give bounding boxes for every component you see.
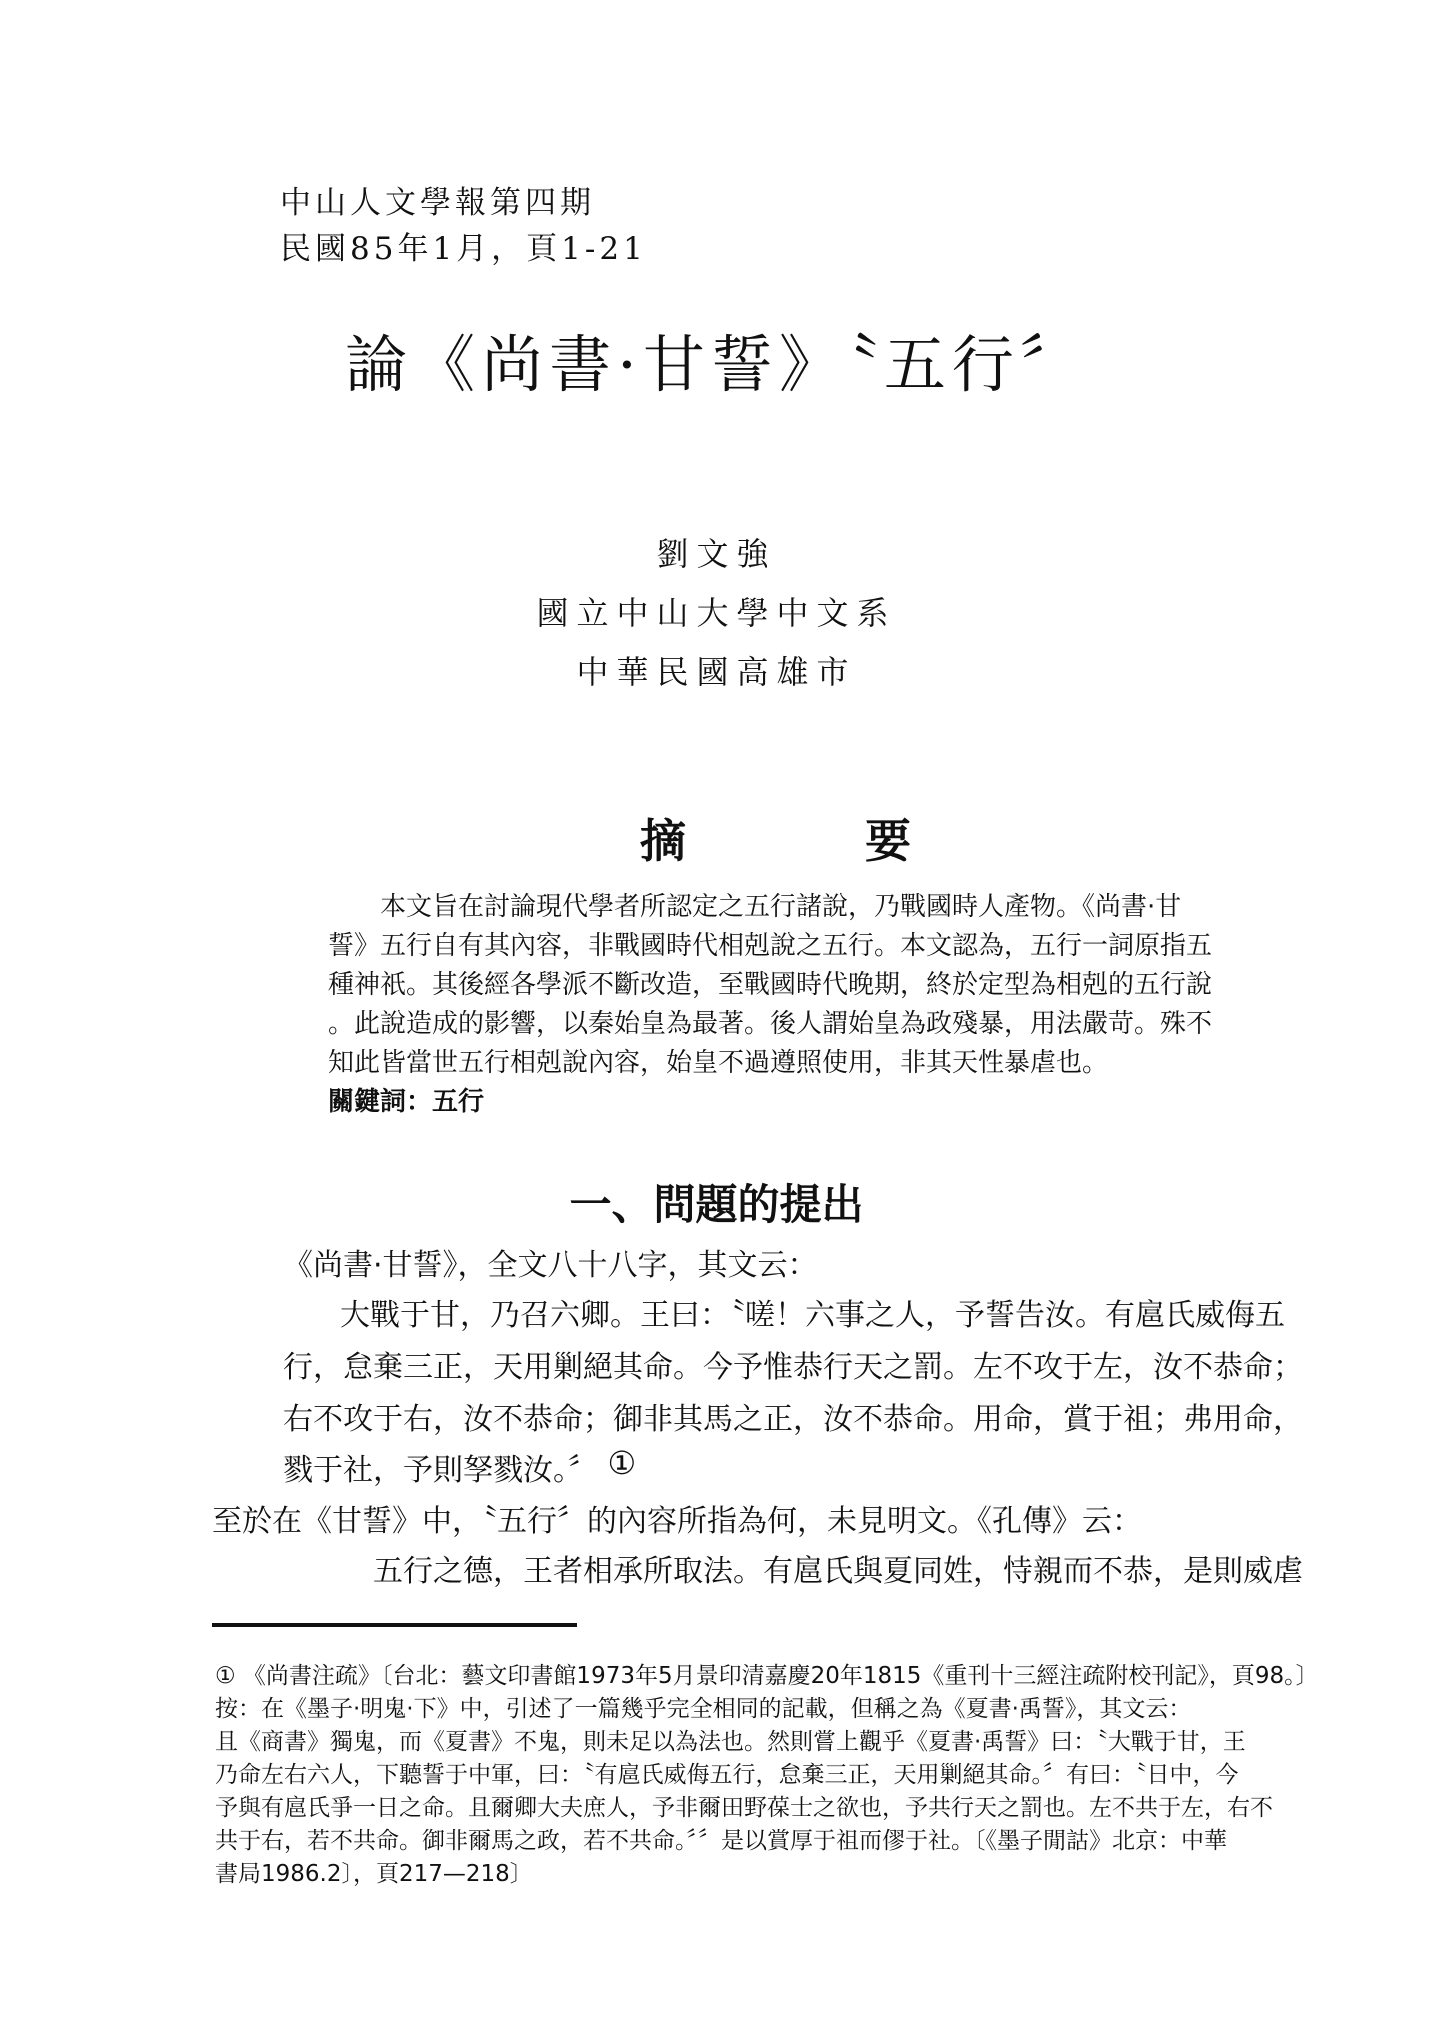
abstract-line: 。此說造成的影響，以秦始皇為最著。後人謂始皇為政殘暴，用法嚴苛。殊不 [328,1009,1213,1039]
footnote-line: 乃命左右六人，下聽誓于中軍，曰：〝有扈氏威侮五行，怠棄三正，天用剿絕其命。〞有曰：〝日中，今 [215,1762,1239,1788]
journal-header [280,180,647,272]
quote-line: 右不攻于右，汝不恭命；御非其馬之正，汝不恭命。用命，賞于祖；弗用命， [283,1402,1303,1437]
abstract-heading-char-2: 要 [865,814,911,868]
author-name: 劉文強 [656,535,777,573]
footnote-line: 按：在《墨子·明鬼·下》中，引述了一篇幾乎完全相同的記載，但稱之為《夏書·禹誓》，其文云： [215,1696,1192,1722]
keywords: 關鍵詞：五行 [328,1087,485,1117]
footnote-marker[interactable]: ① [607,1444,637,1482]
footnote-line: 共于右，若不共命。御非爾馬之政，若不共命。〞〞是以賞厚于祖而僇于社。〔《墨子閒詁》北京：中華 [215,1828,1227,1854]
quote-line: 大戰于甘，乃召六卿。王曰：〝嗟！六事之人，予誓告汝。有扈氏威侮五 [340,1298,1285,1333]
author-affiliation: 國立中山大學中文系 [536,594,897,632]
article-title: 論《尚書·甘誓》〝五行〞 [345,328,1088,401]
author-location: 中華民國高雄市 [576,653,857,691]
quote-line-text: 戮于社，予則孥戮汝。〞 [283,1453,598,1488]
quote-line-last [283,1444,636,1489]
section-intro: 《尚書·甘誓》，全文八十八字，其文云： [283,1248,818,1283]
footnote-line: 且《商書》獨鬼，而《夏書》不鬼，則未足以為法也。然則嘗上觀乎《夏書·禹誓》曰：〝大戰于甘，王 [215,1729,1246,1755]
footnote-line: ① 《尚書注疏》〔台北：藝文印書館1973年5月景印清嘉慶20年1815《重刊十三經注疏附校刊記》，頁98。〕 [215,1663,1319,1689]
abstract-line: 本文旨在討論現代學者所認定之五行諸說，乃戰國時人產物。《尚書·甘 [380,892,1182,922]
author-block [0,525,1433,702]
quote-line: 行，怠棄三正，天用剿絕其命。今予惟恭行天之罰。左不攻于左，汝不恭命； [283,1350,1303,1385]
footnote-line: 書局1986.2〕，頁217—218〕 [215,1861,533,1887]
section-heading: 一、問題的提出 [569,1180,864,1229]
footnotes [215,1660,1319,1891]
abstract-body [328,888,1228,1122]
abstract-line: 誓》五行自有其內容，非戰國時代相剋說之五行。本文認為，五行一詞原指五 [328,931,1213,961]
followup-paragraph: 至於在《甘誓》中，〝五行〞的內容所指為何，未見明文。《孔傳》云： [212,1504,1142,1539]
abstract-line: 種神祇。其後經各學派不斷改造，至戰國時代晚期，終於定型為相剋的五行說 [328,970,1213,1000]
footnote-divider [212,1623,577,1627]
issue-info: 民國85年1月，頁1-21 [280,231,647,267]
journal-name: 中山人文學報第四期 [280,185,595,221]
abstract-heading-char-1: 摘 [640,814,686,868]
footnote-line: 予與有扈氏爭一日之命。且爾卿大夫庶人，予非爾田野葆士之欲也，予共行天之罰也。左不共于左，右不 [215,1795,1273,1821]
abstract-line: 知此皆當世五行相剋說內容，始皇不過遵照使用，非其天性暴虐也。 [328,1048,1109,1078]
kong-quote: 五行之德，王者相承所取法。有扈氏與夏同姓，恃親而不恭，是則威虐 [373,1554,1303,1589]
